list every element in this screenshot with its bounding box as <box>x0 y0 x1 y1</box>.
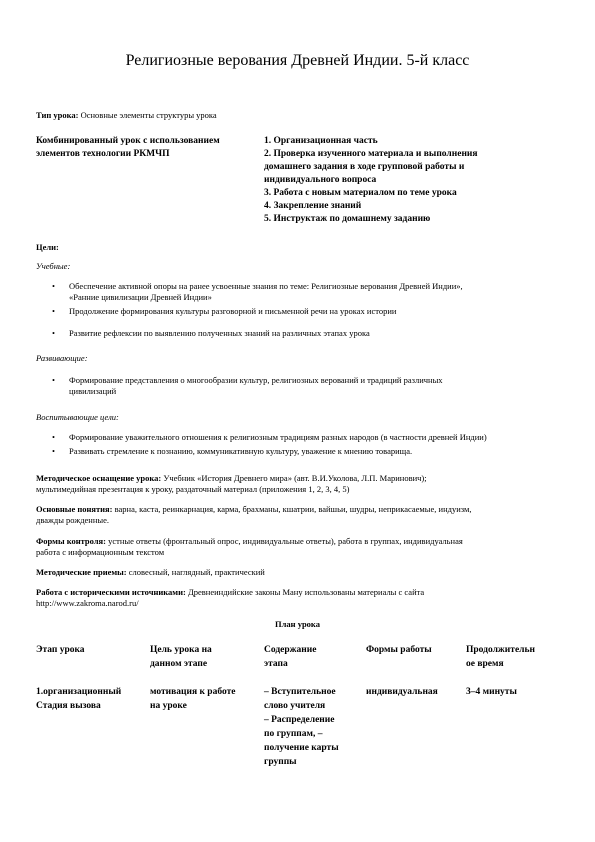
combined-left-line: элементов технологии РКМЧП <box>36 149 170 159</box>
plan-header-duration <box>466 643 535 671</box>
plan-row-goal <box>150 685 235 713</box>
educational-goals-list <box>52 281 542 339</box>
structure-line: 1. Организационная часть <box>264 136 378 146</box>
methodical-label: Методическое оснащение урока: <box>36 473 162 483</box>
structure-line: 5. Инструктаж по домашнему заданию <box>264 214 431 224</box>
goals-label: Цели: <box>36 242 59 252</box>
plan-title: План урока <box>275 619 320 629</box>
header-text: Содержание <box>264 645 317 655</box>
cell-text: индивидуальная <box>366 687 438 697</box>
cell-text: – Вступительное <box>264 687 336 697</box>
goal-item-line: • Развивать стремление к познанию, коммуникативную культуру, уважение к мнению товарища. <box>69 446 413 456</box>
cell-text: – Распределение <box>264 715 335 725</box>
sources-text: Древнеиндийские законы Ману использованы материалы с сайта <box>185 587 425 597</box>
structure-line: 4. Закрепление знаний <box>264 201 362 211</box>
control-label: Формы контроля: <box>36 536 106 546</box>
cell-text: по группам, – <box>264 729 323 739</box>
header-text: Цель урока на <box>150 645 212 655</box>
goal-item-line: • Развитие рефлексии по выявлению полученных знаний на различных этапах урока <box>69 328 370 338</box>
upbringing-label: Воспитывающие цели: <box>36 412 119 422</box>
goal-item-line: • Обеспечение активной опоры на ранее усвоенные знания по теме: Религиозные верования Древней Индии», <box>69 281 463 291</box>
plan-row-duration <box>466 685 517 699</box>
plan-header-content <box>264 643 316 671</box>
goal-item <box>52 306 542 317</box>
methodical-text: Учебник «История Древнего мира» (авт. В.И.Уколова, Л.П. Маринович); <box>161 473 427 483</box>
combined-lesson-left <box>36 135 256 161</box>
plan-row-stage <box>36 685 121 713</box>
goal-item <box>52 375 542 397</box>
header-text: Продолжительн <box>466 645 535 655</box>
control-text: устные ответы (фронтальный опрос, индивидуальные ответы), работа в группах, индивидуальная <box>105 536 463 546</box>
lesson-type-label: Тип урока: <box>36 110 79 120</box>
basic-concepts <box>36 504 566 526</box>
cell-text: группы <box>264 757 297 767</box>
concepts-text: варна, каста, реинкарнация, карма, брахманы, кшатрии, вайшьи, шудры, неприкасаемые, индуизм, <box>112 504 472 514</box>
educational-label: Учебные: <box>36 261 71 271</box>
cell-text: Стадия вызова <box>36 701 101 711</box>
methodical-text: мультимедийная презентация к уроку, раздаточный материал (приложения 1, 2, 3, 4, 5) <box>36 484 350 494</box>
control-forms <box>36 536 566 558</box>
plan-header-stage <box>36 643 85 657</box>
control-text: работа с информационным текстом <box>36 547 165 557</box>
structure-line: 3. Работа с новым материалом по теме урока <box>264 188 457 198</box>
plan-header-goal <box>150 643 212 671</box>
plan-row-content <box>264 685 339 769</box>
goal-item <box>52 432 542 443</box>
sources-link[interactable]: http://www.zakroma.narod.ru/ <box>36 598 139 608</box>
header-text: ое время <box>466 659 504 669</box>
concepts-text: дважды рожденные. <box>36 515 109 525</box>
methods-label: Методические приемы: <box>36 567 127 577</box>
sources-label: Работа с историческими источниками: <box>36 587 186 597</box>
goal-item-line: • Продолжение формирования культуры разговорной и письменной речи на уроках истории <box>69 306 397 316</box>
structure-line: 2. Проверка изученного материала и выполнения <box>264 149 478 159</box>
goal-item-line: • Формирование уважительного отношения к религиозным традициям разных народов (в частности древней Индии) <box>69 432 487 442</box>
historical-sources <box>36 587 566 609</box>
methodical-techniques <box>36 567 566 578</box>
goal-item-line: цивилизаций <box>69 386 117 396</box>
plan-header-forms <box>366 643 432 657</box>
methods-text: словесный, наглядный, практический <box>126 567 265 577</box>
lesson-structure-list <box>264 135 564 226</box>
goal-item-line: • Формирование представления о многообразии культур, религиозных верований и традиций различных <box>69 375 443 385</box>
plan-row-forms <box>366 685 438 699</box>
concepts-label: Основные понятия: <box>36 504 113 514</box>
cell-text: мотивация к работе <box>150 687 236 697</box>
cell-text: 1.организационный <box>36 687 122 697</box>
developmental-label: Развивающие: <box>36 353 88 363</box>
structure-line: домашнего задания в ходе групповой работы и <box>264 162 465 172</box>
cell-text: на уроке <box>150 701 187 711</box>
combined-left-line: Комбинированный урок с использованием <box>36 136 220 146</box>
lesson-type <box>36 110 217 121</box>
developmental-goals-list <box>52 375 542 397</box>
structure-line: индивидуального вопроса <box>264 175 377 185</box>
methodical-equipment <box>36 473 566 495</box>
goal-item <box>52 281 542 303</box>
goal-item <box>52 446 542 457</box>
cell-text: получение карты <box>264 743 339 753</box>
cell-text: слово учителя <box>264 701 326 711</box>
header-text: этапа <box>264 659 288 669</box>
header-text: данном этапе <box>150 659 208 669</box>
goal-item-line: «Ранние цивилизации Древней Индии» <box>69 292 212 302</box>
upbringing-goals-list <box>52 432 542 457</box>
page-title: Религиозные верования Древней Индии. 5-й класс <box>125 52 470 69</box>
lesson-type-value: Основные элементы структуры урока <box>80 110 217 120</box>
header-text: Формы работы <box>366 645 432 655</box>
cell-text: 3–4 минуты <box>466 687 517 697</box>
header-text: Этап урока <box>36 645 85 655</box>
goal-item <box>52 328 542 339</box>
